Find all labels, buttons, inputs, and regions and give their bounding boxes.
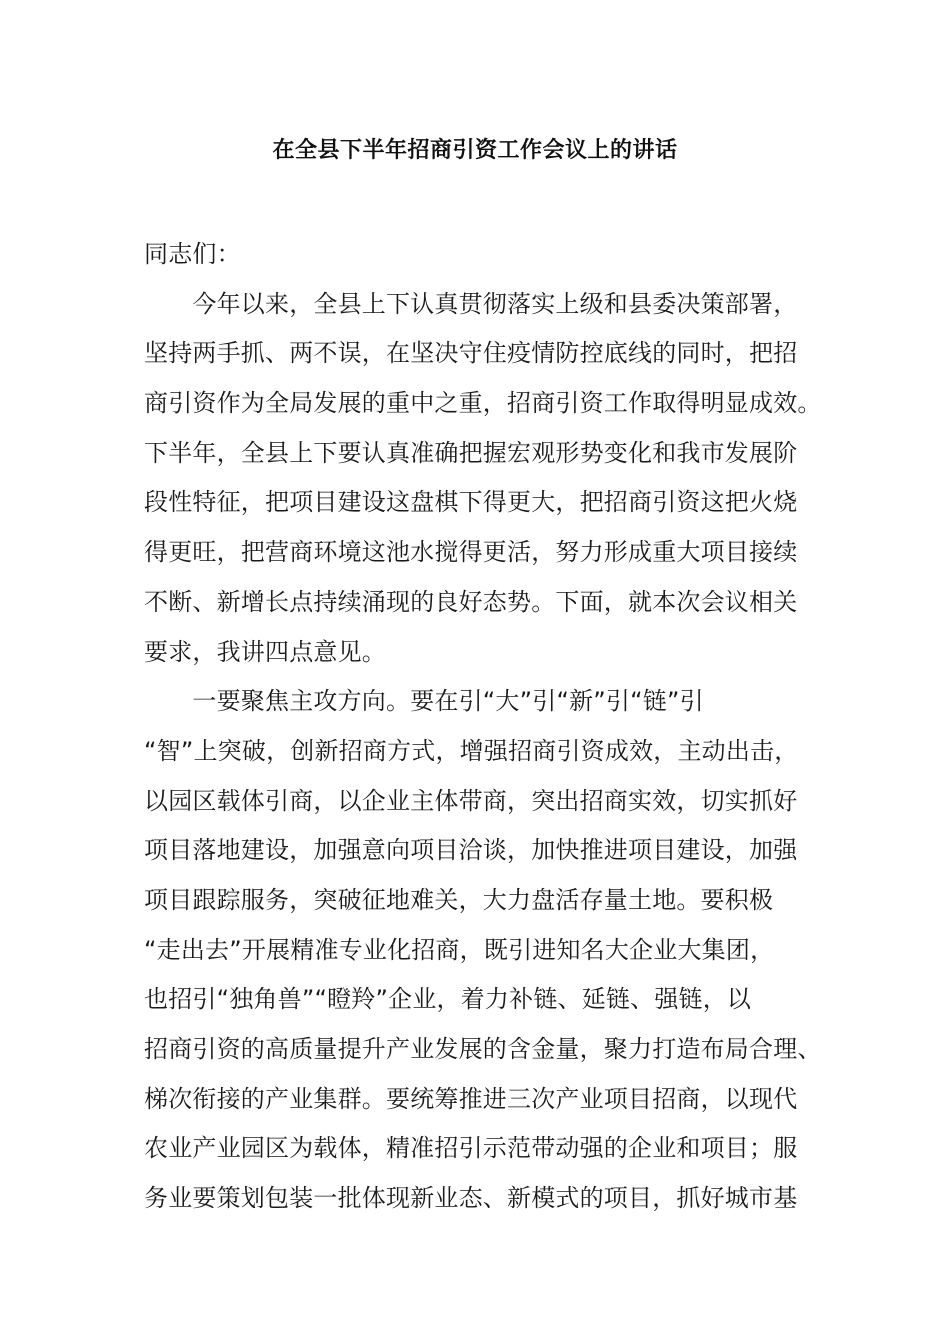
text-line: 务业要策划包装一批体现新业态、新模式的项目，抓好城市基	[144, 1184, 798, 1213]
text-line: “智”上突破，创新招商方式，增强招商引资成效，主动出击，	[144, 736, 799, 765]
document-title: 在全县下半年招商引资工作会议上的讲话	[272, 138, 678, 163]
text-line: 项目跟踪服务，突破征地难关，大力盘活存量土地。要积极	[144, 885, 774, 914]
text-line: 梯次衔接的产业集群。要统筹推进三次产业项目招商，以现代	[144, 1084, 798, 1113]
text-line: 今年以来，全县上下认真贯彻落实上级和县委决策部署，	[144, 289, 798, 318]
document-body	[144, 230, 824, 1224]
text-line: 要求，我讲四点意见。	[144, 637, 386, 666]
text-line: 一要聚焦主攻方向。要在引“大”引“新”引“链”引	[144, 687, 704, 716]
text-line: 得更旺，把营商环境这池水搅得更活，努力形成重大项目接续	[144, 538, 798, 567]
text-line: 下半年，全县上下要认真准确把握宏观形势变化和我市发展阶	[144, 438, 798, 467]
text-line: 商引资作为全局发展的重中之重，招商引资工作取得明显成效。	[144, 389, 822, 418]
text-line: 段性特征，把项目建设这盘棋下得更大，把招商引资这把火烧	[144, 488, 798, 517]
text-line: 坚持两手抓、两不误，在坚决守住疫情防控底线的同时，把招	[144, 339, 798, 368]
text-line: “走出去”开展精准专业化招商，既引进知名大企业大集团，	[144, 935, 775, 964]
text-line: 以园区载体引商，以企业主体带商，突出招商实效，切实抓好	[144, 786, 798, 815]
text-line: 同志们：	[144, 240, 241, 268]
text-line: 也招引“独角兽”“瞪羚”企业，着力补链、延链、强链，以	[144, 985, 752, 1014]
text-line: 农业产业园区为载体，精准招引示范带动强的企业和项目；服	[144, 1134, 798, 1163]
text-line: 不断、新增长点持续涌现的良好态势。下面，就本次会议相关	[144, 587, 798, 616]
text-line: 招商引资的高质量提升产业发展的含金量，聚力打造布局合理、	[144, 1035, 822, 1063]
text-line: 项目落地建设，加强意向项目洽谈，加快推进项目建设，加强	[144, 836, 798, 865]
